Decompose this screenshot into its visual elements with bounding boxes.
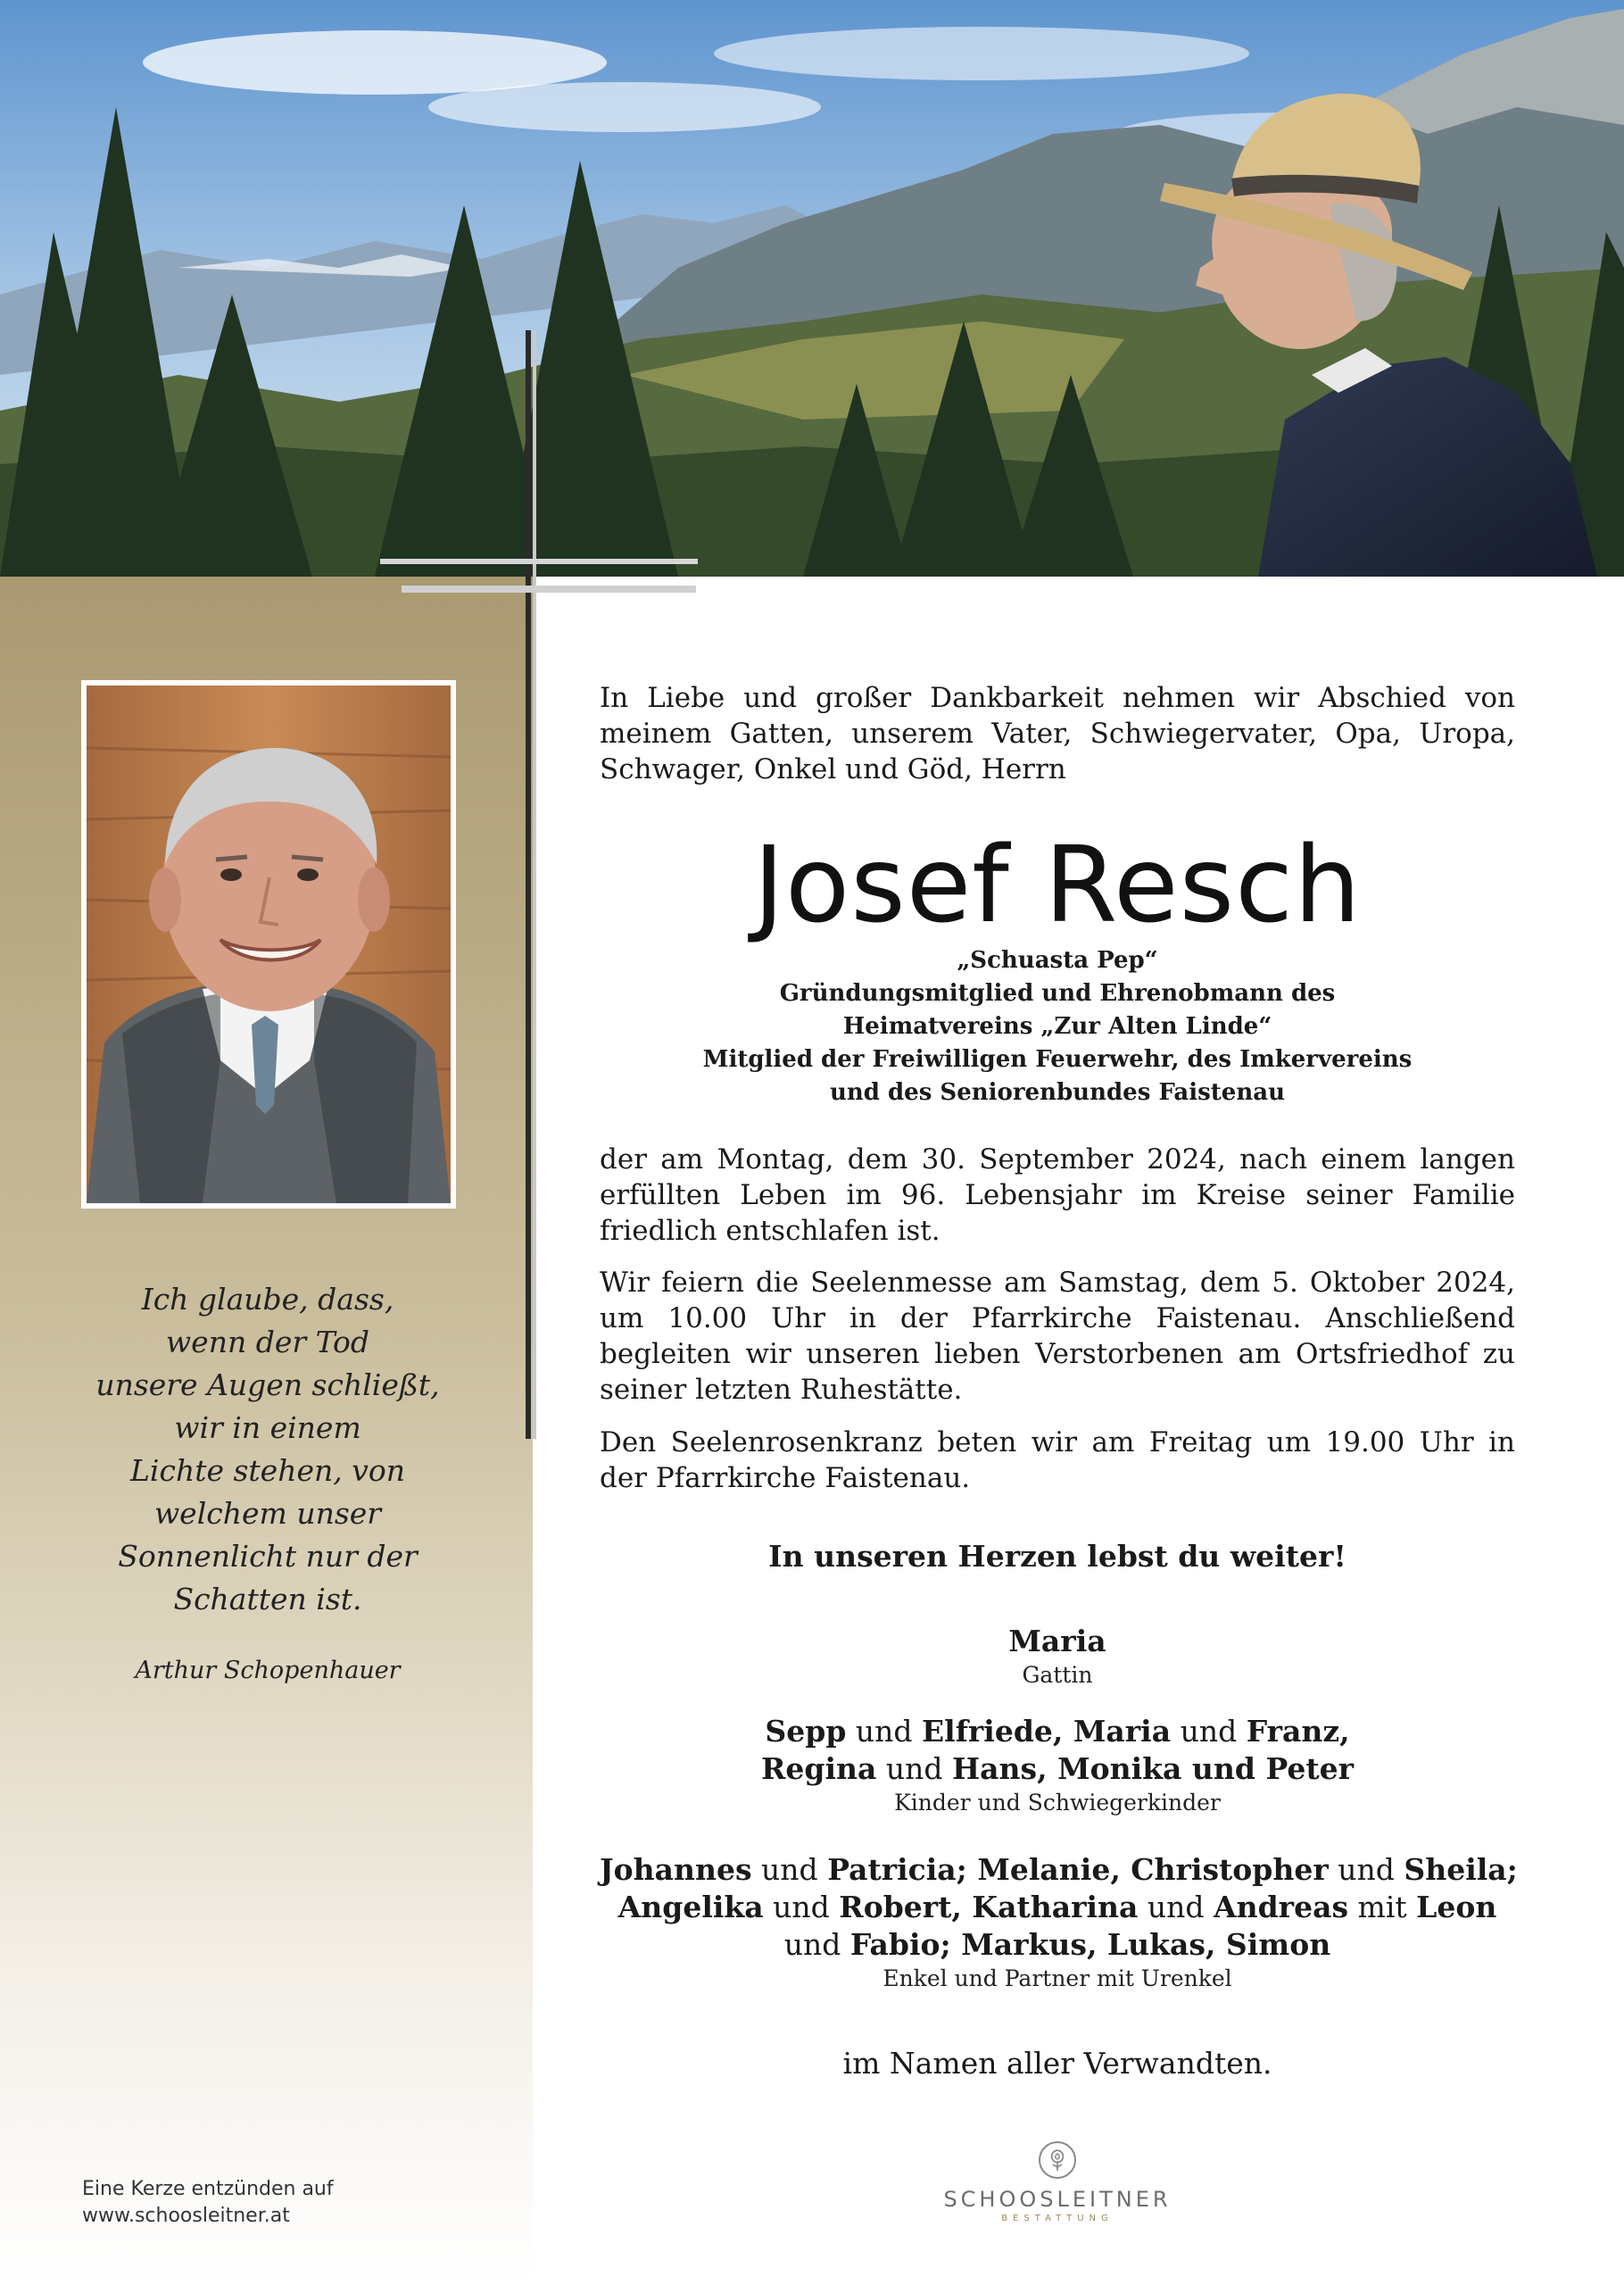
mourners-spouse: [600, 1623, 1515, 1691]
candle-note-url[interactable]: www.schoosleitner.at: [82, 2205, 290, 2227]
children-line: Sepp und Elfriede, Maria und Franz,: [765, 1714, 1350, 1749]
memorial-motto: In unseren Herzen lebst du weiter!: [768, 1539, 1346, 1574]
grandchildren-role: Enkel und Partner mit Urenkel: [882, 1965, 1232, 1991]
mourners-children: [600, 1713, 1515, 1818]
candle-note-text: Eine Kerze entzünden auf: [82, 2178, 334, 2200]
intro-paragraph: In Liebe und großer Dankbarkeit nehmen wir Abschied von meinem Gatten, unserem Vater, Schwiegervater, Opa, Uropa, Schwager, Onkel und Göd, Herrn: [600, 682, 1515, 785]
grandchildren-line: Angelika und Robert, Katharina und Andreas mit Leon: [617, 1890, 1497, 1924]
grandchildren-line: und Fabio; Markus, Lukas, Simon: [783, 1927, 1331, 1962]
quote-line: wenn der Tod: [165, 1325, 370, 1359]
closing-line: im Namen aller Verwandten.: [842, 2046, 1272, 2081]
children-line: Regina und Hans, Monika und Peter: [760, 1751, 1355, 1786]
funeral-home-subtitle: BESTATTUNG: [1001, 2214, 1114, 2223]
portrait-photo: [81, 680, 456, 1209]
cross-vertical-left: [526, 330, 531, 1439]
honorary-titles: [600, 944, 1515, 1109]
quote-author: Arthur Schopenhauer: [135, 1657, 401, 1684]
nickname: „Schuasta Pep“: [957, 947, 1158, 974]
sidebar-quote: [54, 1278, 482, 1621]
spouse-role: Gattin: [1022, 1662, 1093, 1688]
funeral-home-logo: [928, 2140, 1187, 2223]
funeral-paragraph: Wir feiern die Seelenmesse am Samstag, dem 5. Oktober 2024, um 10.00 Uhr in der Pfarrkirche Faistenau. Anschließend begleiten wir unseren lieben Verstorbenen am Ortsfriedhof zu seiner letzten Ruhestätte.: [600, 1267, 1515, 1406]
cross-vertical-right: [533, 330, 536, 1439]
title-line: Gründungsmitglied und Ehrenobmann des: [779, 980, 1336, 1007]
grandchildren-line: Johannes und Patricia; Melanie, Christopher und Sheila;: [600, 1852, 1518, 1887]
portrait-image: [87, 686, 451, 1203]
cross-horizontal-top: [380, 559, 698, 564]
title-line: Heimatvereins „Zur Alten Linde“: [842, 1013, 1272, 1040]
mourners-grandchildren: [600, 1851, 1518, 1994]
children-role: Kinder und Schwiegerkinder: [894, 1790, 1221, 1816]
header-landscape-photo: [0, 0, 1624, 577]
quote-line: unsere Augen schließt,: [95, 1367, 440, 1402]
rosary-paragraph: Den Seelenrosenkranz beten wir am Freitag um 19.00 Uhr in der Pfarrkirche Faistenau.: [600, 1426, 1515, 1494]
death-paragraph: der am Montag, dem 30. September 2024, nach einem langen erfüllten Leben im 96. Lebensjahr im Kreise seiner Familie friedlich entschlafen ist.: [600, 1143, 1515, 1247]
quote-line: welchem unser: [153, 1496, 382, 1531]
quote-line: Schatten ist.: [173, 1582, 362, 1616]
funeral-home-name: SCHOOSLEITNER: [943, 2187, 1172, 2212]
intro-paragraph-block: [600, 680, 1515, 787]
quote-line: Lichte stehen, von: [130, 1453, 405, 1488]
quote-line: wir in einem: [174, 1410, 361, 1445]
rose-icon: [1038, 2140, 1077, 2180]
title-line: Mitglied der Freiwilligen Feuerwehr, des Imkervereins: [702, 1046, 1413, 1073]
spouse-name: Maria: [1008, 1624, 1106, 1658]
title-line: und des Seniorenbundes Faistenau: [829, 1079, 1286, 1106]
candle-note: [82, 2176, 457, 2230]
deceased-name: Josef Resch: [753, 823, 1362, 946]
cross-horizontal-bottom: [402, 586, 696, 593]
quote-line: Sonnenlicht nur der: [118, 1539, 418, 1574]
quote-line: Ich glaube, dass,: [141, 1282, 394, 1317]
